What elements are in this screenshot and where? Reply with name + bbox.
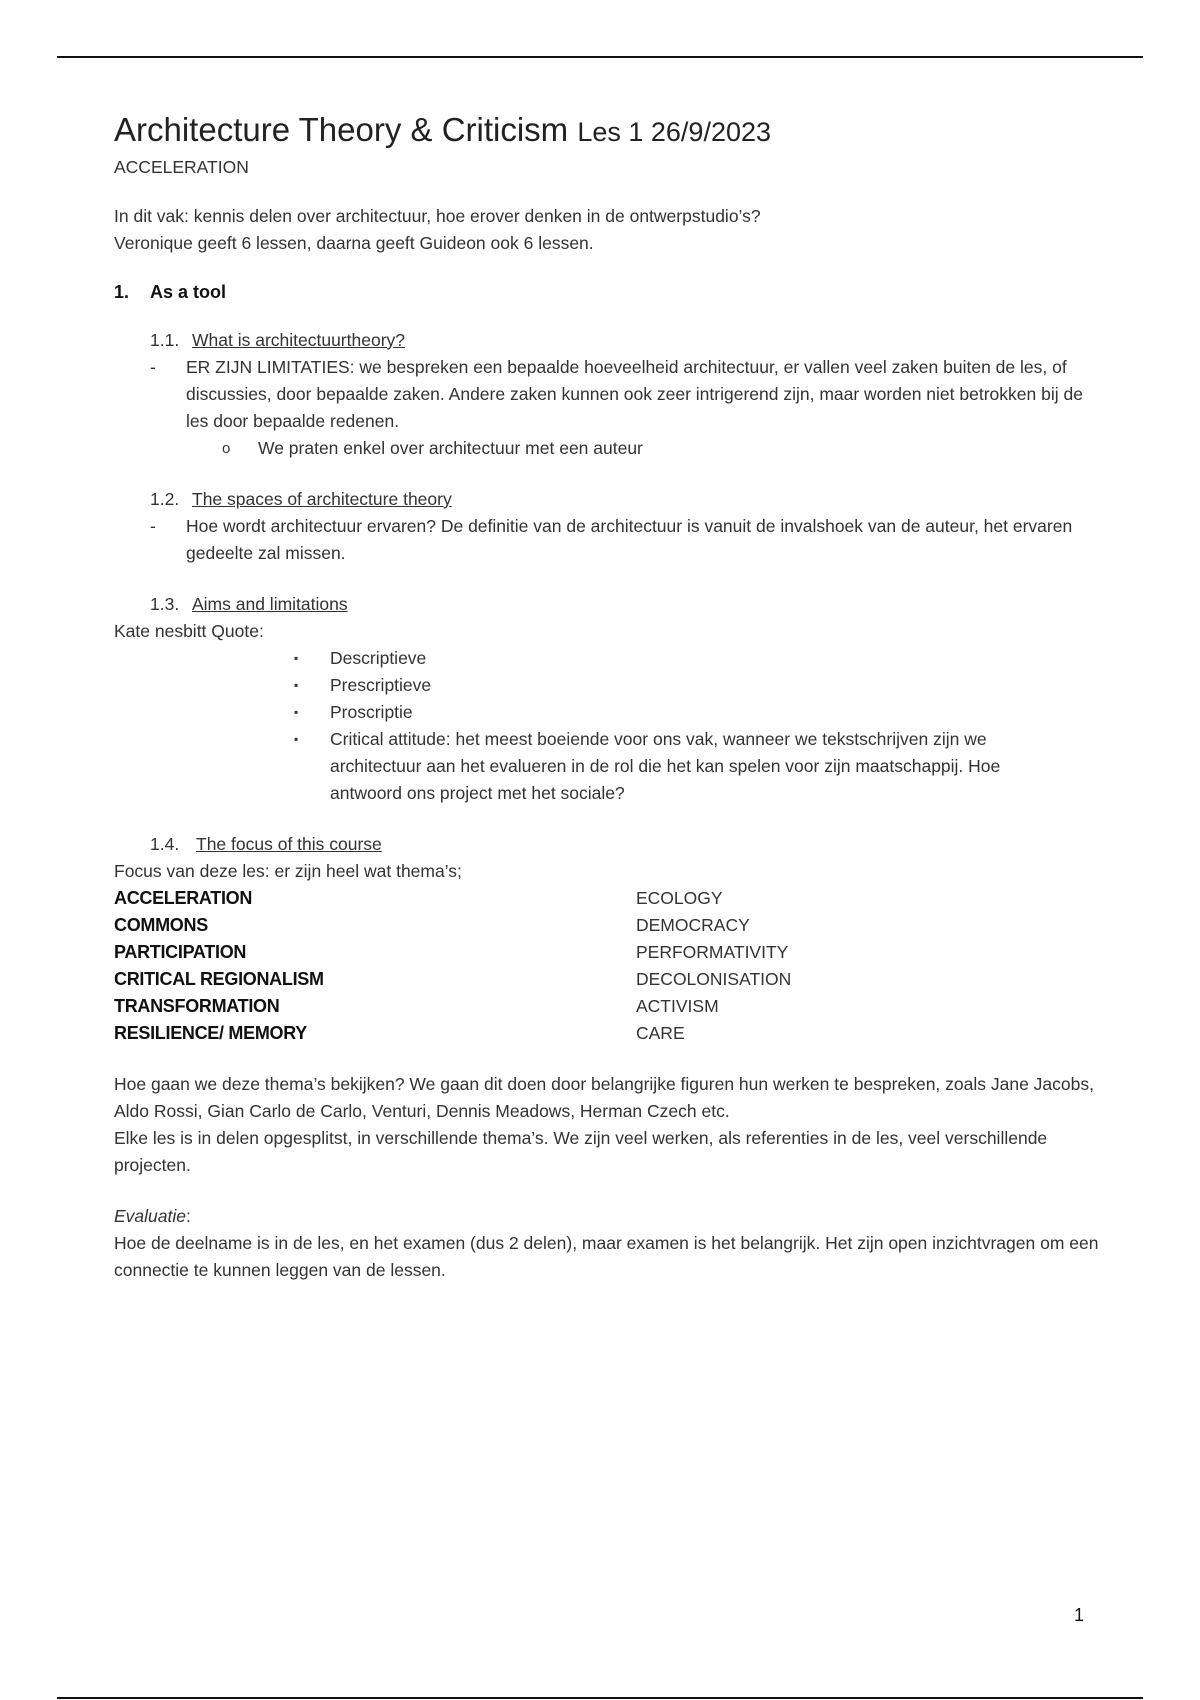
theme-item: CARE xyxy=(636,1023,685,1043)
dash-marker: - xyxy=(150,516,156,536)
subsection-heading-1-1 xyxy=(150,327,1104,354)
subsection-heading-1-4 xyxy=(150,831,1104,858)
closing-line-1: Hoe gaan we deze thema’s bekijken? We gaan dit doen door belangrijke figuren hun werken te bespreken, zoals Jane Jacobs, Aldo Rossi, Gian Carlo de Carlo, Venturi, Dennis Meadows, Herman Czech etc. xyxy=(114,1074,1094,1121)
list-item-text: ER ZIJN LIMITATIES: we bespreken een bepaalde hoeveelheid architectuur, er vallen veel zaken buiten de les, of discussies, door bepaalde zaken. Andere zaken kunnen ook zeer intrigerend zijn, maar worden niet betrokken bij de les door bepaalde redenen. xyxy=(186,357,1083,431)
subtitle: ACCELERATION xyxy=(114,157,249,177)
dash-marker: - xyxy=(150,357,156,377)
intro-line-1: In dit vak: kennis delen over architectuur, hoe erover denken in de ontwerpstudio’s? xyxy=(114,206,761,226)
subsection-heading-1-3 xyxy=(150,591,1104,618)
subsection-title: The spaces of architecture theory xyxy=(192,489,452,509)
section-heading-1 xyxy=(114,279,1104,306)
intro-line-2: Veronique geeft 6 lessen, daarna geeft Guideon ook 6 lessen. xyxy=(114,233,594,253)
bullet-marker: ▪ xyxy=(294,678,299,692)
list-item-text: Prescriptieve xyxy=(330,675,432,695)
list-item xyxy=(294,699,1104,726)
theme-item: CRITICAL REGIONALISM xyxy=(114,969,324,989)
title-date: Les 1 26/9/2023 xyxy=(577,117,772,147)
list-item-text: Hoe wordt architectuur ervaren? De definitie van de architectuur is vanuit de invalshoek van de auteur, het ervaren gedeelte zal missen. xyxy=(186,516,1073,563)
theme-item: RESILIENCE/ MEMORY xyxy=(114,1023,307,1043)
closing-line-2: Elke les is in delen opgesplitst, in verschillende thema’s. We zijn veel werken, als referenties in de les, veel verschillende projecten. xyxy=(114,1128,1048,1175)
section-number: 1. xyxy=(114,282,130,302)
theme-item: DEMOCRACY xyxy=(636,915,750,935)
footer-rule xyxy=(57,1697,1143,1699)
subsection-number: 1.2. xyxy=(150,489,180,509)
document-body xyxy=(114,110,1104,1284)
closing-paragraph xyxy=(114,1071,1104,1179)
list-item-text: We praten enkel over architectuur met een auteur xyxy=(258,438,643,458)
header-rule xyxy=(57,56,1143,58)
theme-item: PARTICIPATION xyxy=(114,942,247,962)
list-item-text: Descriptieve xyxy=(330,648,427,668)
theme-item: DECOLONISATION xyxy=(636,969,792,989)
theme-item: TRANSFORMATION xyxy=(114,996,280,1016)
evaluation-text: Hoe de deelname is in de les, en het examen (dus 2 delen), maar examen is het belangrijk. Het zijn open inzichtvragen om een connectie te kunnen leggen van de lessen. xyxy=(114,1233,1099,1280)
theme-item: ACTIVISM xyxy=(636,996,719,1016)
list-item-text: Critical attitude: het meest boeiende voor ons vak, wanneer we tekstschrijven zijn we architectuur aan het evalueren in de rol die het kan spelen voor zijn maatschappij. Hoe antwoord ons project met het sociale? xyxy=(330,729,1001,803)
list-item xyxy=(222,435,1104,462)
page-number: 1 xyxy=(1074,1605,1085,1625)
page-title xyxy=(114,110,1104,152)
subsection-number: 1.3. xyxy=(150,594,180,614)
theme-item: COMMONS xyxy=(114,915,208,935)
subsection-title: What is architectuurtheory? xyxy=(192,330,406,350)
list-item xyxy=(150,513,1104,567)
subsection-heading-1-2 xyxy=(150,486,1104,513)
intro xyxy=(114,203,1104,257)
evaluation-heading xyxy=(114,1203,1104,1230)
subsection-title: Aims and limitations xyxy=(192,594,348,614)
list-item xyxy=(294,672,1104,699)
section-title: As a tool xyxy=(150,282,227,302)
theme-item: ECOLOGY xyxy=(636,888,723,908)
evaluation-colon: : xyxy=(186,1206,191,1226)
theme-item: PERFORMATIVITY xyxy=(636,942,789,962)
bullet-marker: ▪ xyxy=(294,705,299,719)
circle-marker: o xyxy=(222,440,231,457)
title-text: Architecture Theory & Criticism xyxy=(114,111,569,148)
theme-item: ACCELERATION xyxy=(114,888,253,908)
quote-label: Kate nesbitt Quote: xyxy=(114,621,264,641)
subsection-title: The focus of this course xyxy=(196,834,382,854)
bullet-marker: ▪ xyxy=(294,651,299,665)
focus-lead: Focus van deze les: er zijn heel wat thema’s; xyxy=(114,861,462,881)
subsection-number: 1.4. xyxy=(150,834,180,854)
bullet-marker: ▪ xyxy=(294,732,299,746)
evaluation-label: Evaluatie xyxy=(114,1206,186,1226)
list-item xyxy=(150,354,1104,435)
themes-table xyxy=(114,885,1104,1047)
subsection-number: 1.1. xyxy=(150,330,180,350)
list-item-text: Proscriptie xyxy=(330,702,413,722)
list-item xyxy=(294,726,1044,807)
list-item xyxy=(294,645,1104,672)
